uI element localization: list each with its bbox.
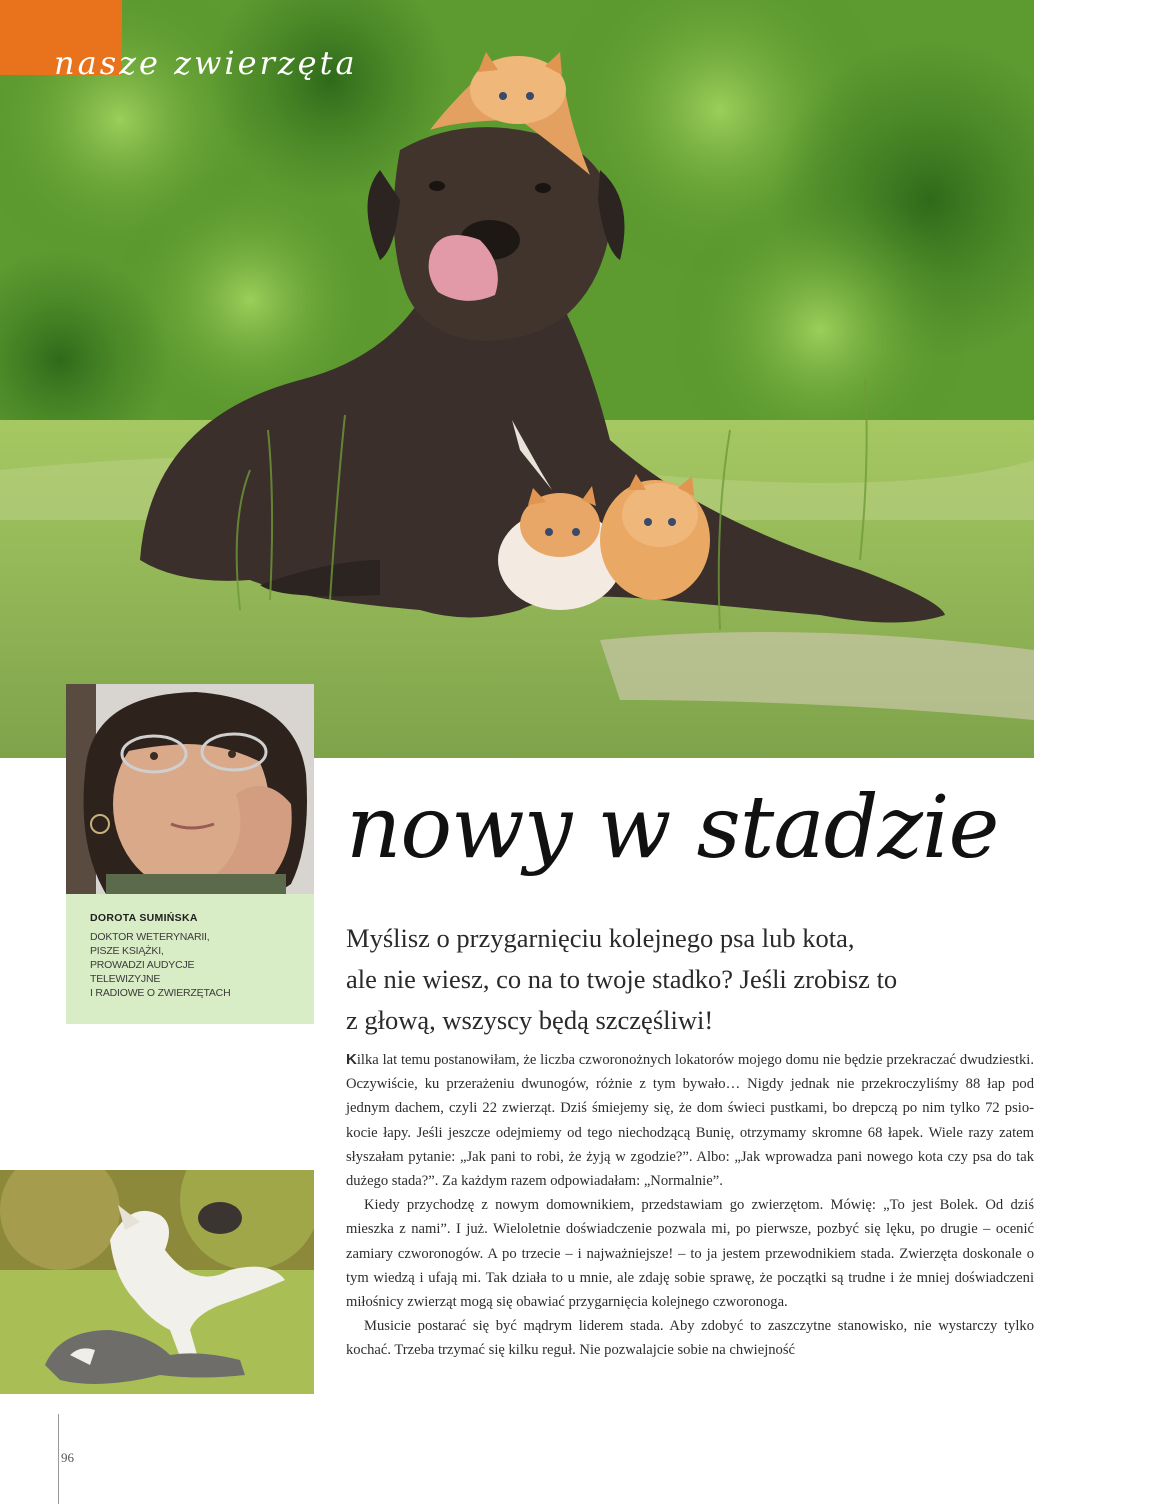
body-paragraph: Kiedy przychodzę z nowym domownikiem, przedstawiam go zwierzętom. Mówię: „To jest Bolek. Od dziś mieszka z nami”. I już. Wieloletnie doświadczenie pozwala mi, po pierwsze, pozbyć się lęku, po drugie – ocenić zamiary czworonogów. A po trzecie – i najważniejsze! – to ja jestem przewodnikiem stada. Zwierzęta doskonale o tym wiedzą i ufają mi. Tak działa to u mnie, ale zdaję sobie sprawę, że początki są trudne i że mniej doświadczeni miłośnicy zwierząt mogą się obawiać przygarnięcia kolejnego czworonoga. [346,1197,1034,1311]
author-name: DOROTA SUMIŃSKA [90,912,198,924]
lead-line: Myślisz o przygarnięciu kolejnego psa lub kota, [346,923,855,953]
dog-with-kittens-photo [0,0,1034,758]
author-portrait-photo [66,684,314,894]
article-title: nowy w stadzie [346,778,999,878]
drop-cap: K [346,1051,357,1068]
page-rule [58,1414,59,1504]
page-number: 96 [61,1450,74,1465]
article-body [346,1048,1034,1363]
author-bio-line: TELEWIZYJNE [90,973,161,985]
author-bio-line: PROWADZI AUDYCJE [90,959,195,971]
author-portrait-icon [66,684,314,894]
dogs-playing-icon [0,1170,314,1394]
dogs-playing-photo [0,1170,314,1394]
hero-photo [0,0,1034,758]
section-label: nasze zwierzęta [54,44,358,82]
author-bio-line: I RADIOWE O ZWIERZĘTACH [90,987,231,999]
lead-line: ale nie wiesz, co na to twoje stadko? Jeśli zrobisz to [346,964,898,994]
body-paragraph: Musicie postarać się być mądrym liderem stada. Aby zdobyć to zaszczytne stanowisko, nie wystarczy tylko kochać. Trzeba trzymać się kilku reguł. Nie pozwalajcie sobie na chwiejność [346,1318,1034,1359]
body-paragraph [346,1048,1034,1193]
author-bio-line: DOKTOR WETERYNARII, [90,931,210,943]
lead-line: z głową, wszyscy będą szczęśliwi! [346,1005,714,1035]
author-bio-line: PISZE KSIĄŻKI, [90,945,164,957]
author-bio [90,930,300,1000]
body-paragraph-text: ilka lat temu postanowiłam, że liczba czworonożnych lokatorów mojego domu nie będzie przekraczać dwudziestki. Oczywiście, ku przerażeniu dwunogów, różnie z tym bywało… Nigdy jednak nie przekroczyliśmy 88 łap pod jednym dachem, czyli 22 zwierząt. Dziś śmiejemy się, że dom świeci pustkami, bo drepczą po nim tylko 72 psio-kocie łapy. Jeśli jeszcze odejmiemy od tego niechodzącą Bunię, otrzymamy skromne 68 łapek. Wiele razy zatem słyszałam pytanie: „Jak pani to robi, że żyją w zgodzie?”. Albo: „Jak wprowadza pani nowego kota czy psa do tak dużego stada?”. Za każdym razem odpowiadałam: „Normalnie”. [346,1052,1034,1190]
article-lead [346,918,1026,1041]
